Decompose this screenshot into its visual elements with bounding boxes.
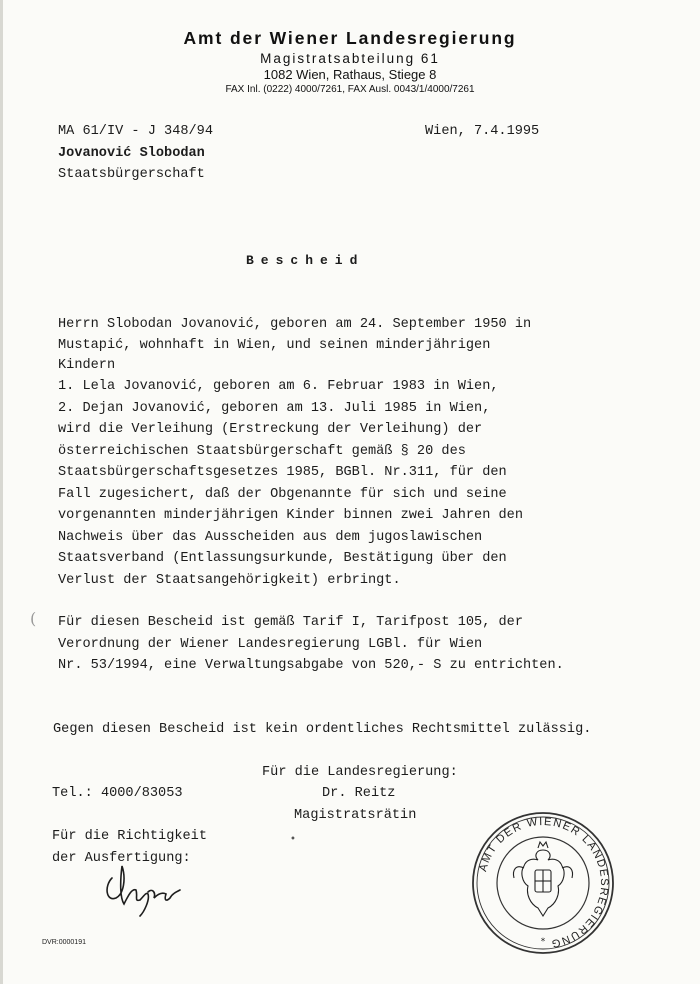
eagle-crest-icon (513, 842, 572, 916)
reference-number: MA 61/IV - J 348/94 (58, 124, 213, 139)
body-line: Staatsverband (Entlassungsurkunde, Bestätigung über den (58, 551, 507, 566)
dvr-number: DVR:0000191 (42, 939, 86, 946)
appeal-notice: Gegen diesen Bescheid ist kein ordentliches Rechtsmittel zulässig. (53, 722, 592, 737)
subject-name: Jovanović Slobodan (58, 146, 205, 161)
fee-line: Verordnung der Wiener Landesregierung LGBl. für Wien (58, 637, 483, 652)
signatory-for-government: Für die Landesregierung: (262, 765, 458, 780)
svg-text:*: * (540, 937, 546, 947)
small-mark: • (290, 834, 296, 845)
fee-line: Für diesen Bescheid ist gemäß Tarif I, Tarifpost 105, der (58, 615, 523, 630)
body-line: 1. Lela Jovanović, geboren am 6. Februar 1983 in Wien, (58, 379, 499, 394)
margin-mark: ( (30, 609, 37, 628)
seal-text: AMT DER WIENER LANDESREGIERUNG (477, 815, 611, 950)
certification-line-1: Für die Richtigkeit (52, 829, 207, 844)
fee-line: Nr. 53/1994, eine Verwaltungsabgabe von 520,- S zu entrichten. (58, 658, 564, 673)
document-title: Bescheid (246, 253, 365, 268)
letterhead-fax: FAX Inl. (0222) 4000/7261, FAX Ausl. 0043/1/4000/7261 (225, 84, 475, 95)
letterhead-dept: Magistratsabteilung 61 (260, 51, 440, 66)
certification-line-2: der Ausfertigung: (52, 851, 191, 866)
letterhead-org: Amt der Wiener Landesregierung (183, 28, 517, 48)
subject-matter: Staatsbürgerschaft (58, 167, 205, 182)
body-line: wird die Verleihung (Erstreckung der Verleihung) der (58, 422, 483, 437)
place-date: Wien, 7.4.1995 (425, 124, 540, 139)
body-line: vorgenannten minderjährigen Kinder binnen zwei Jahren den (58, 508, 523, 523)
body-line: österreichischen Staatsbürgerschaft gemäß § 20 des (58, 444, 466, 459)
telephone-number: Tel.: 4000/83053 (52, 786, 183, 801)
body-line: Herrn Slobodan Jovanović, geboren am 24. September 1950 in (58, 317, 532, 332)
scan-edge (0, 0, 3, 984)
signatory-role: Magistratsrätin (294, 808, 417, 823)
body-line: Staatsbürgerschaftsgesetzes 1985, BGBl. Nr.311, für den (58, 465, 507, 480)
body-line: Nachweis über das Ausscheiden aus dem jugoslawischen (58, 530, 483, 545)
letterhead-address: 1082 Wien, Rathaus, Stiege 8 (263, 67, 437, 82)
body-line: Mustapić, wohnhaft in Wien, und seinen minderjährigen (58, 338, 491, 353)
body-line: Fall zugesichert, daß der Obgenannte für sich und seine (58, 487, 507, 502)
signatory-name: Dr. Reitz (322, 786, 396, 801)
body-line: Kindern (58, 358, 116, 373)
handwritten-signature (100, 858, 190, 918)
official-seal-stamp (468, 808, 618, 958)
body-line: 2. Dejan Jovanović, geboren am 13. Juli 1985 in Wien, (58, 401, 491, 416)
body-line: Verlust der Staatsangehörigkeit) erbringt. (58, 573, 401, 588)
